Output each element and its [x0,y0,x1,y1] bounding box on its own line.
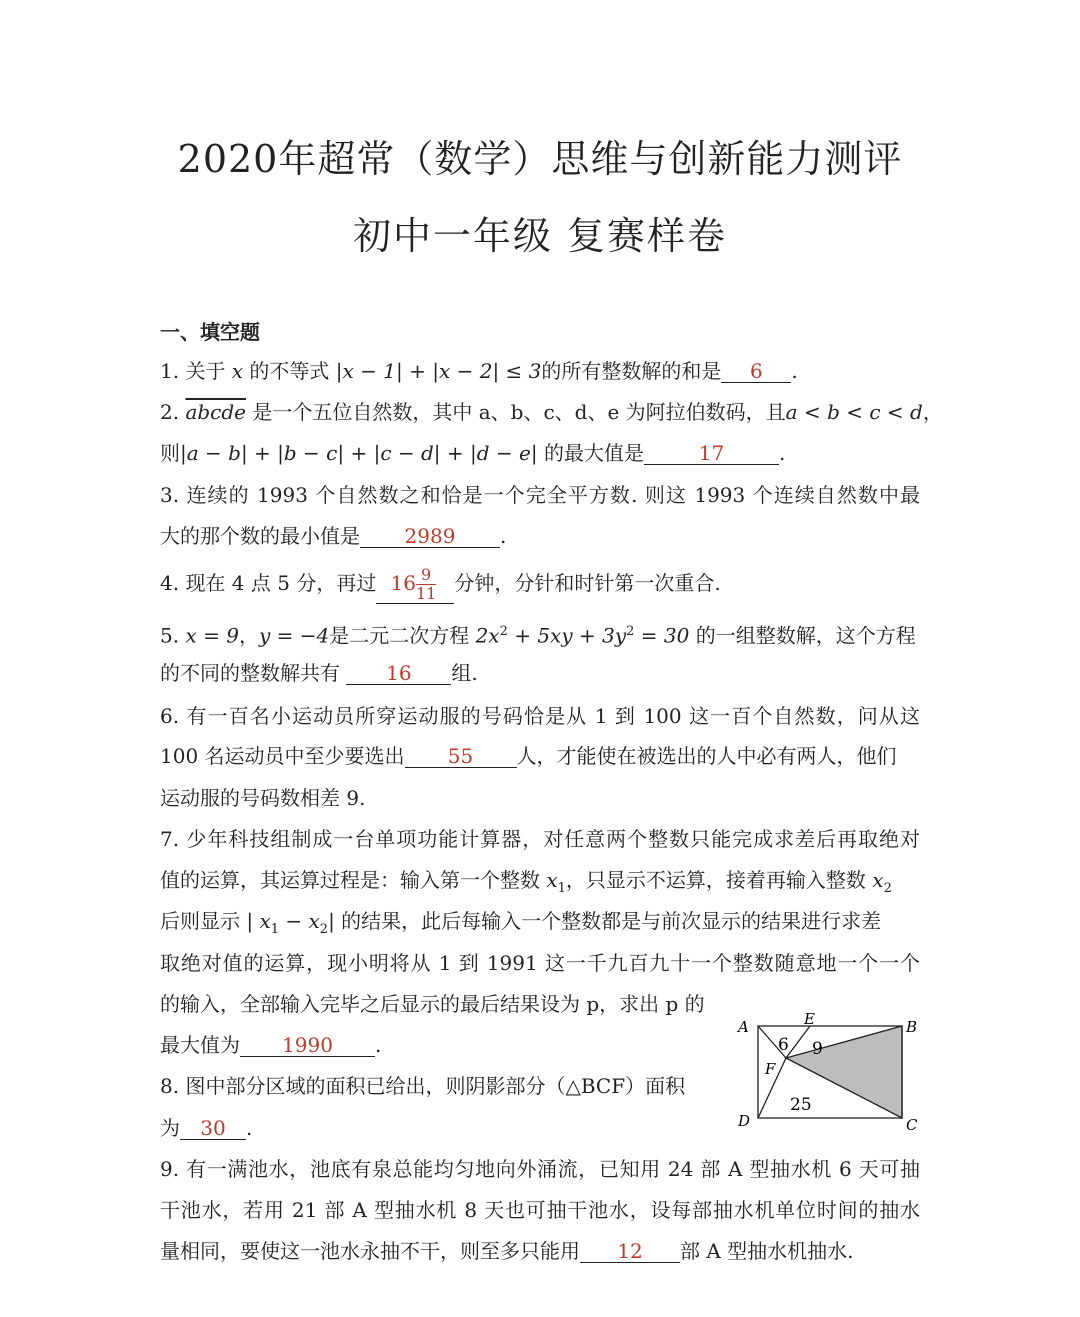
answer-blank-4[interactable]: 16 $\frac{9}{11}$ [376,566,454,604]
label-c: C [906,1116,918,1134]
answer-blank-9[interactable]: 12 [580,1240,680,1263]
label-b: B [906,1018,918,1036]
answer-blank-3[interactable]: 2989 [360,525,500,548]
question-6-line-1: 6. 有一百名小运动员所穿运动服的号码恰是从 1 到 100 这一百个自然数，问从这 [160,704,920,728]
question-8-line-1: 8. 图中部分区域的面积已给出，则阴影部分（△BCF）面积 [160,1074,686,1098]
question-7-line-3: 后则显示 | $x_1 - x_2|$ 的结果，此后每输入一个整数都是与前次显示的结果进行求差 [160,909,882,937]
area-label-9: 9 [812,1039,823,1059]
section-heading: 一、填空题 [160,320,260,344]
label-f: F [765,1060,776,1078]
question-9-line-3: 量相同，要使这一池水永抽不干，则至多只能用 12 部 A 型抽水机抽水. [160,1239,854,1263]
answer-blank-5[interactable]: 16 [346,662,451,685]
question-2-line-2: 则|a − b| + |b − c| + |c − d| + |d − e| 的最大值是 17 . [160,441,786,465]
question-7-line-5: 的输入，全部输入完毕之后显示的最后结果设为 p，求出 p 的 [160,992,705,1016]
area-label-6: 6 [778,1035,789,1055]
question-7-line-1: 7. 少年科技组制成一台单项功能计算器，对任意两个整数只能完成求差后再取绝对 [160,827,920,851]
question-7-line-6: 最大值为 1990 . [160,1033,382,1057]
question-8-line-2: 为 30 . [160,1116,253,1140]
label-a: A [738,1018,749,1036]
label-e: E [804,1012,815,1028]
answer-blank-8[interactable]: 30 [180,1117,246,1140]
question-9-line-1: 9. 有一满池水，池底有泉总能均匀地向外涌流，已知用 24 部 A 型抽水机 6 天可抽 [160,1157,920,1181]
area-label-25: 25 [790,1095,812,1115]
question-6-line-3: 运动服的号码数相差 9. [160,786,366,810]
geometry-figure [736,1012,926,1136]
question-1: 1. 关于 x 的不等式 |x − 1| + |x − 2| ≤ 3的所有整数解的和是 6 . [160,359,798,383]
answer-blank-7[interactable]: 1990 [240,1034,375,1057]
page-title: 2020年超常（数学）思维与创新能力测评 [177,137,903,181]
question-3-line-2: 大的那个数的最小值是 2989 . [160,524,507,548]
answer-blank-6[interactable]: 55 [405,745,517,768]
question-5-line-1: 5. x = 9，y = −4是二元二次方程 $2x^2 + 5xy + 3y^2 = 30$ 的一组整数解，这个方程 [160,623,916,648]
answer-blank-2[interactable]: 17 [644,442,779,465]
page-subtitle: 初中一年级 复赛样卷 [352,214,728,258]
answer-fraction: $\frac{9}{11}$ [415,565,437,603]
question-3-line-1: 3. 连续的 1993 个自然数之和恰是一个完全平方数. 则这 1993 个连续自然数中最 [160,483,920,507]
question-2-line-1: 2. abcde 是一个五位自然数，其中 a、b、c、d、e 为阿拉伯数码，且a < b < c < d， [160,400,943,424]
answer-blank-1[interactable]: 6 [721,360,791,383]
question-5-line-2: 的不同的整数解共有 16 组. [160,661,478,685]
question-4: 4. 现在 4 点 5 分，再过 16 $\frac{9}{11}$ 分钟，分针和时针第一次重合. [160,565,721,603]
question-7-line-2: 值的运算，其运算过程是：输入第一个整数 $x_1$，只显示不运算，接着再输入整数 $x_2$ [160,868,892,896]
question-9-line-2: 干池水，若用 21 部 A 型抽水机 8 天也可抽干池水，设每部抽水机单位时间的抽水 [160,1198,920,1222]
label-d: D [738,1112,751,1130]
question-6-line-2: 100 名运动员中至少要选出 55 人，才能使在被选出的人中必有两人，他们 [160,744,897,768]
question-7-line-4: 取绝对值的运算，现小明将从 1 到 1991 这一千九百九十一个整数随意地一个一个 [160,951,920,975]
